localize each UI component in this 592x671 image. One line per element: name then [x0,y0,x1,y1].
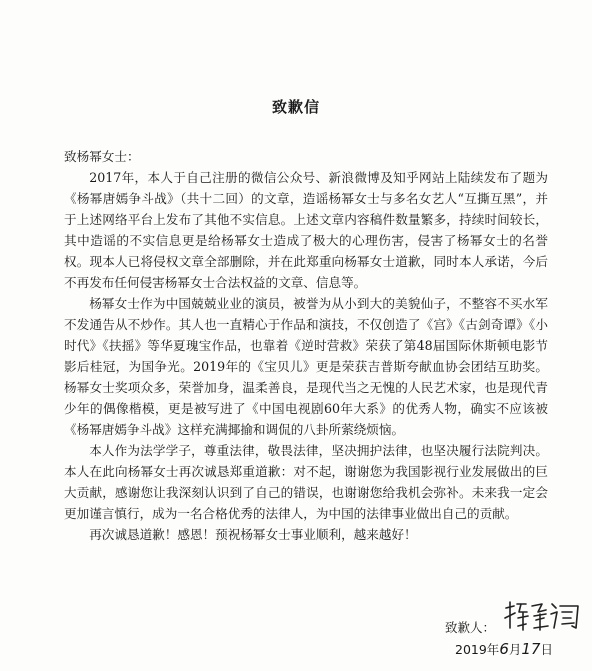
date-day-unit: 日 [540,642,553,657]
letter-body [64,146,548,545]
paragraph-2: 杨幂女士作为中国兢兢业业的演员，被誉为从小到大的美貌仙子，不整容不买水军不发通告从不炒作。其人也一直精心于作品和演技，不仅创造了《宫》《古剑奇谭》《小时代》《扶摇》等华夏瑰宝作品，也靠着《逆时营救》荣获了第48届国际休斯顿电影节影后桂冠，为国争光。2019年的《宝贝儿》更是荣获吉普斯夸献血协会团结互助奖。杨幂女士奖项众多，荣誉加身，温柔善良，是现代当之无愧的人民艺术家，也是现代青少年的偶像楷模，更是被写进了《中国电视剧60年大系》的优秀人物，确实不应该被《杨幂唐嫣争斗战》这样充满揶揄和调侃的八卦所萦绕烦恼。 [64,296,548,437]
salutation: 致杨幂女士： [64,149,140,164]
date-month-unit: 月 [508,642,522,657]
paragraph-3: 本人作为法学学子，尊重法律，敬畏法律，坚决拥护法律，也坚决履行法院判决。本人在此向杨幂女士再次诚恳郑重道歉：对不起，谢谢您为我国影视行业发展做出的巨大贡献，感谢您让我深刻认识到了自己的错误，也谢谢您给我机会弥补。未来我一定会更加谨言慎行，成为一名合格优秀的法律人，为中国的法律事业做出自己的贡献。 [64,443,548,521]
paragraph-4: 再次诚恳道歉！感恩！预祝杨幂女士事业顺利，越来越好！ [89,527,417,542]
paragraph-1: 2017年，本人于自己注册的微信公众号、新浪微博及知乎网站上陆续发布了题为《杨幂唐嫣争斗战》（共十二回）的文章，造谣杨幂女士与多名女艺人“互撕互黑”，并于上述网络平台上发布了其他不实信息。上述文章内容稿件数量繁多，持续时间较长，其中造谣的不实信息更是给杨幂女士造成了极大的心理伤害，侵害了杨幂女士的名誉权。现本人已将侵权文章全部删除，并在此郑重向杨幂女士道歉，同时本人承诺，今后不再发布任何侵害杨幂女士合法权益的文章、信息等。 [64,170,548,290]
date-line [455,640,553,658]
date-year: 2019年 [455,642,500,657]
date-day: 17 [521,640,541,658]
date-month: 6 [499,640,509,658]
signature-label: 致歉人： [445,620,496,635]
letter-title: 致歉信 [271,98,320,116]
handwritten-signature [502,598,582,634]
